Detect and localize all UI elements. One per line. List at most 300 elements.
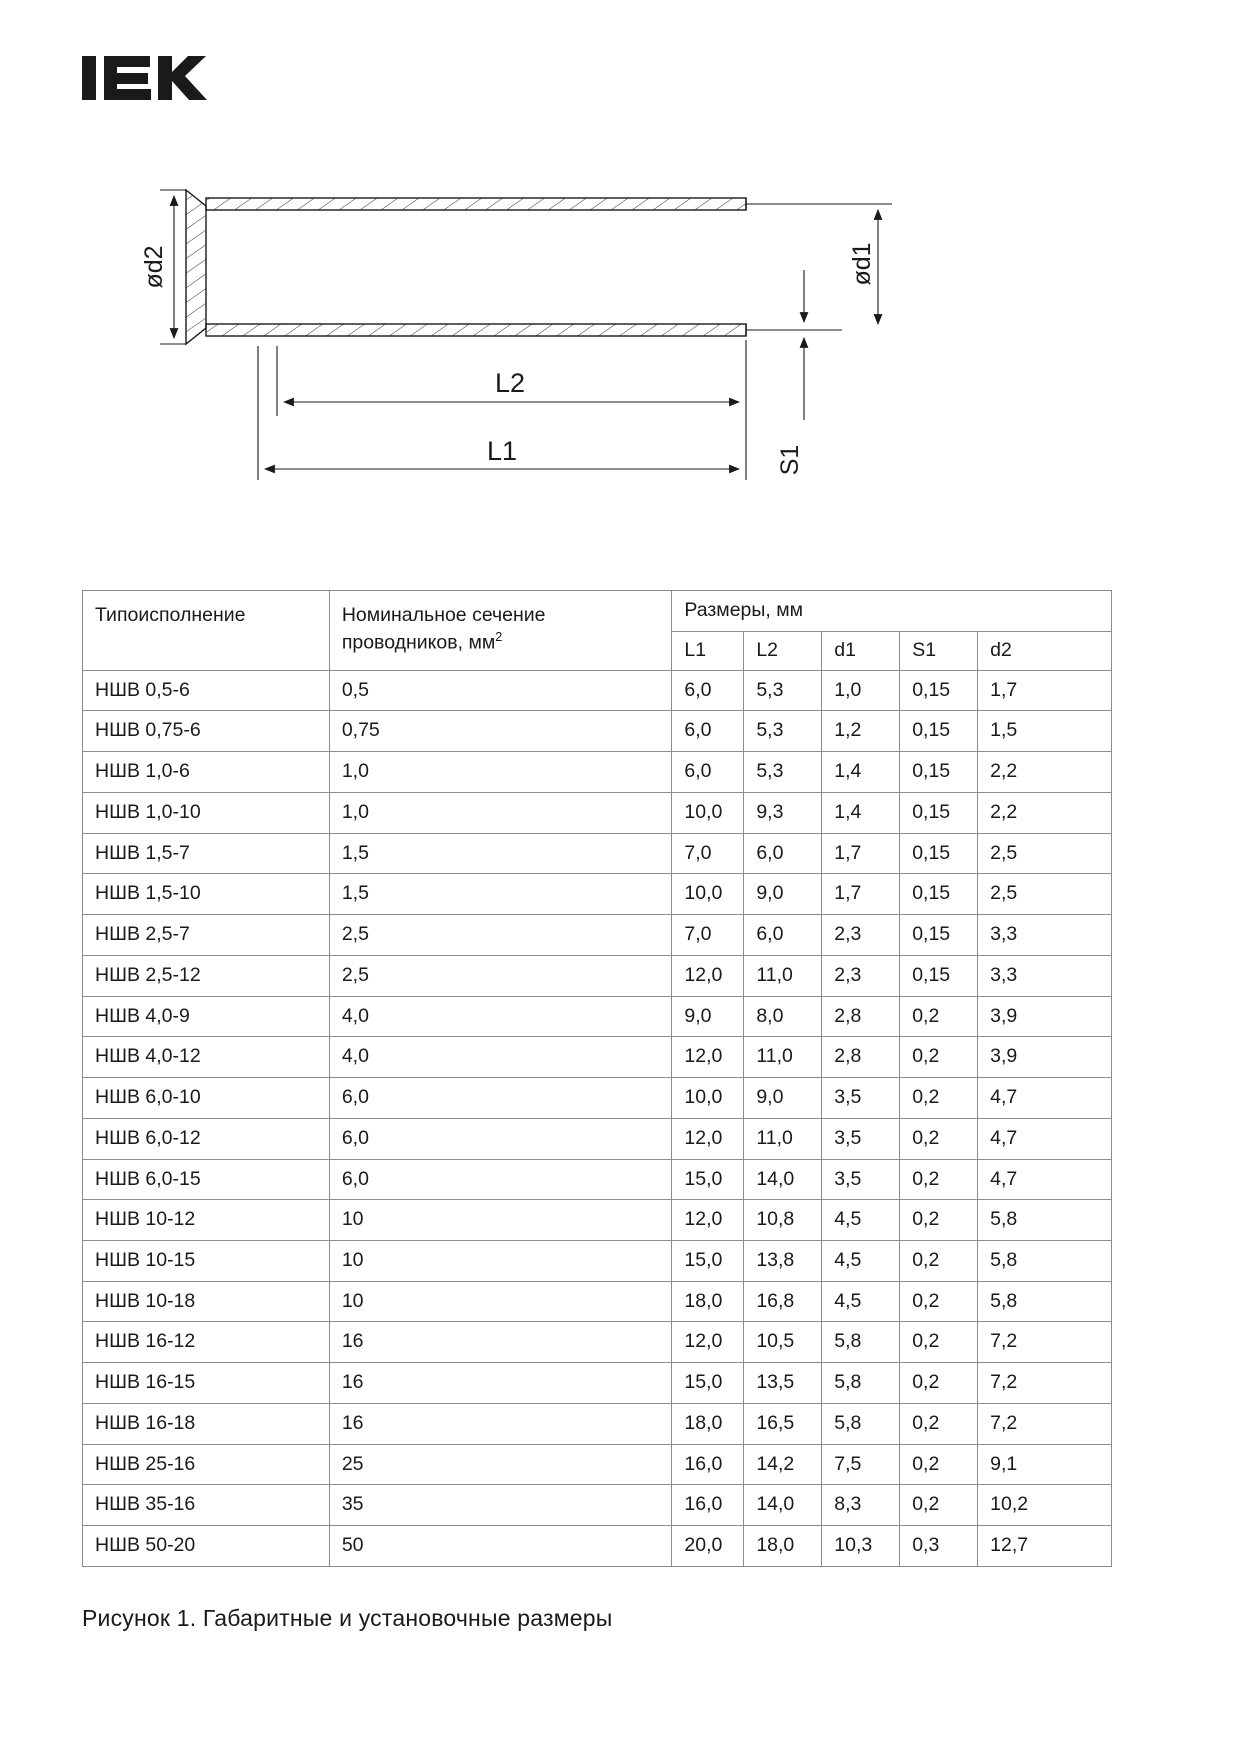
cell-text: 2,5 [990, 882, 1018, 905]
cell-text: 0,2 [912, 1289, 940, 1312]
cell-text: 5,8 [990, 1289, 1018, 1312]
cell-text: 2,5 [341, 923, 369, 946]
cell-text: НШВ 35-16 [95, 1493, 196, 1516]
header-l2: L2 [744, 631, 822, 670]
cell-d2 [978, 1485, 1112, 1526]
cell-text: 1,2 [834, 719, 862, 742]
cell-section [329, 1118, 672, 1159]
cell-d1 [822, 1037, 900, 1078]
cell-d2 [978, 833, 1112, 874]
cell-text: 0,15 [912, 923, 951, 946]
cell-text: НШВ 10-18 [95, 1289, 196, 1312]
cell-text: НШВ 4,0-9 [95, 1004, 190, 1027]
cell-text: 10,0 [684, 1086, 723, 1109]
cell-l1 [672, 1526, 744, 1567]
cell-d2 [978, 955, 1112, 996]
cell-l1 [672, 1241, 744, 1282]
cell-text: 15,0 [684, 1249, 723, 1272]
cell-text: 1,7 [834, 841, 862, 864]
cell-type [83, 1485, 330, 1526]
cell-section [329, 711, 672, 752]
dimensions-table-container [82, 590, 1112, 1567]
cell-s1 [900, 1485, 978, 1526]
header-s1: S1 [900, 631, 978, 670]
cell-d2 [978, 1526, 1112, 1567]
cell-type [83, 955, 330, 996]
cell-text: 11,0 [756, 1045, 793, 1068]
cell-s1 [900, 874, 978, 915]
cell-type [83, 1363, 330, 1404]
header-section-line1: Номинальное сечение [341, 604, 546, 626]
cell-text: 16,5 [756, 1411, 795, 1434]
cell-type [83, 752, 330, 793]
cell-text: 18,0 [756, 1534, 795, 1557]
cell-section [329, 792, 672, 833]
cell-text: НШВ 50-20 [95, 1534, 196, 1557]
header-row-main [83, 591, 1112, 632]
cell-l2 [744, 1241, 822, 1282]
cell-text: 14,0 [756, 1167, 795, 1190]
cell-type [83, 1444, 330, 1485]
cell-text: 0,2 [912, 1493, 940, 1516]
label-s1: S1 [776, 444, 804, 476]
cell-type [83, 1322, 330, 1363]
table-row [83, 670, 1112, 711]
cell-text: 1,7 [990, 678, 1018, 701]
cell-text: 14,0 [756, 1493, 795, 1516]
cell-text: 0,2 [912, 1371, 940, 1394]
cell-s1 [900, 1118, 978, 1159]
cell-text: 6,0 [684, 678, 712, 701]
header-section-sup: 2 [495, 629, 503, 644]
cell-l2 [744, 833, 822, 874]
cell-s1 [900, 670, 978, 711]
label-d2: ød2 [140, 245, 168, 289]
cell-type [83, 711, 330, 752]
cell-text: 12,0 [684, 1126, 723, 1149]
cell-text: НШВ 2,5-7 [95, 923, 190, 946]
cell-text: 16 [341, 1371, 364, 1394]
cell-d2 [978, 915, 1112, 956]
cell-text: 16,8 [756, 1289, 795, 1312]
cell-type [83, 1526, 330, 1567]
cell-text: 35 [341, 1493, 364, 1516]
cell-text: 2,2 [990, 800, 1018, 823]
cell-text: 0,2 [912, 1411, 940, 1434]
cell-l2 [744, 752, 822, 793]
cell-l1 [672, 752, 744, 793]
cell-section [329, 1322, 672, 1363]
cell-text: 6,0 [756, 841, 784, 864]
cell-d1 [822, 955, 900, 996]
cell-text: 7,2 [990, 1330, 1018, 1353]
cell-l2 [744, 1526, 822, 1567]
cell-l1 [672, 996, 744, 1037]
cell-text: 1,4 [834, 760, 862, 783]
cell-l1 [672, 792, 744, 833]
cell-s1 [900, 833, 978, 874]
cell-s1 [900, 1444, 978, 1485]
cell-text: НШВ 25-16 [95, 1452, 196, 1475]
cell-text: НШВ 10-12 [95, 1208, 196, 1231]
cell-section [329, 670, 672, 711]
cell-l2 [744, 874, 822, 915]
cell-text: 1,0 [341, 760, 369, 783]
cell-text: 9,3 [756, 800, 784, 823]
cell-section [329, 1444, 672, 1485]
cell-section [329, 1403, 672, 1444]
cell-s1 [900, 792, 978, 833]
cell-type [83, 915, 330, 956]
cell-text: НШВ 6,0-10 [95, 1086, 201, 1109]
cell-text: 1,0 [341, 800, 369, 823]
cell-text: 16,0 [684, 1493, 723, 1516]
cell-text: 4,0 [341, 1004, 369, 1027]
cell-d2 [978, 1241, 1112, 1282]
cell-text: 0,15 [912, 760, 951, 783]
table-row [83, 1241, 1112, 1282]
cell-d1 [822, 1118, 900, 1159]
cell-d1 [822, 1078, 900, 1119]
label-l1: L1 [486, 436, 518, 466]
cell-l1 [672, 915, 744, 956]
cell-l1 [672, 1118, 744, 1159]
cell-text: 5,8 [834, 1411, 862, 1434]
cell-d2 [978, 670, 1112, 711]
cell-s1 [900, 1200, 978, 1241]
cell-l2 [744, 915, 822, 956]
header-d2: d2 [978, 631, 1112, 670]
cell-text: 11,0 [756, 963, 793, 986]
label-l2: L2 [494, 368, 526, 398]
cell-section [329, 1078, 672, 1119]
table-row [83, 1281, 1112, 1322]
cell-d1 [822, 711, 900, 752]
cell-type [83, 792, 330, 833]
cell-text: 10,0 [684, 800, 723, 823]
cell-text: НШВ 10-15 [95, 1249, 196, 1272]
cell-text: 7,0 [684, 923, 712, 946]
cell-section [329, 1159, 672, 1200]
cell-text: 10 [341, 1208, 364, 1231]
cell-text: 8,3 [834, 1493, 862, 1516]
cell-text: 0,15 [912, 963, 951, 986]
cell-text: 1,7 [834, 882, 862, 905]
cell-text: 14,2 [756, 1452, 795, 1475]
cell-text: 5,8 [834, 1330, 862, 1353]
cell-s1 [900, 1363, 978, 1404]
cell-s1 [900, 955, 978, 996]
cell-text: 3,3 [990, 963, 1018, 986]
cell-text: 10,0 [684, 882, 723, 905]
cell-text: 2,2 [990, 760, 1018, 783]
cell-text: НШВ 16-18 [95, 1411, 196, 1434]
cell-text: НШВ 2,5-12 [95, 963, 201, 986]
cell-text: 9,1 [990, 1452, 1018, 1475]
cell-text: 15,0 [684, 1167, 723, 1190]
cell-text: 5,8 [990, 1249, 1018, 1272]
cell-l2 [744, 711, 822, 752]
cell-text: 10,8 [756, 1208, 795, 1231]
cell-text: 3,9 [990, 1004, 1018, 1027]
cell-d2 [978, 1281, 1112, 1322]
cell-text: 13,5 [756, 1371, 795, 1394]
cell-section [329, 1241, 672, 1282]
cell-s1 [900, 915, 978, 956]
cell-text: 4,7 [990, 1126, 1018, 1149]
cell-d2 [978, 752, 1112, 793]
cell-l2 [744, 792, 822, 833]
cell-l2 [744, 1118, 822, 1159]
cell-text: 0,2 [912, 1126, 940, 1149]
cell-text: 1,5 [341, 841, 369, 864]
cell-text: НШВ 6,0-12 [95, 1126, 201, 1149]
cell-l1 [672, 1363, 744, 1404]
cell-text: 12,0 [684, 963, 723, 986]
cell-type [83, 833, 330, 874]
cell-l2 [744, 955, 822, 996]
table-row [83, 1444, 1112, 1485]
cell-type [83, 1159, 330, 1200]
cell-l1 [672, 1322, 744, 1363]
cell-text: 4,0 [341, 1045, 369, 1068]
cell-text: 6,0 [684, 760, 712, 783]
cell-s1 [900, 1322, 978, 1363]
table-row [83, 1037, 1112, 1078]
cell-text: 0,5 [341, 678, 369, 701]
cell-text: 3,5 [834, 1126, 862, 1149]
cell-text: 6,0 [756, 923, 784, 946]
cell-text: 9,0 [756, 882, 784, 905]
cell-section [329, 1281, 672, 1322]
cell-text: 12,0 [684, 1045, 723, 1068]
cell-text: НШВ 16-12 [95, 1330, 196, 1353]
header-l1: L1 [672, 631, 744, 670]
cell-text: 7,2 [990, 1411, 1018, 1434]
cell-text: 2,5 [341, 963, 369, 986]
cell-d2 [978, 996, 1112, 1037]
cell-l2 [744, 1200, 822, 1241]
cell-d2 [978, 1200, 1112, 1241]
cell-d2 [978, 1363, 1112, 1404]
cell-s1 [900, 1526, 978, 1567]
cell-text: НШВ 4,0-12 [95, 1045, 201, 1068]
product-dimension-drawing [82, 170, 1082, 520]
cell-text: 6,0 [341, 1126, 369, 1149]
cell-text: 5,3 [756, 760, 784, 783]
cell-l2 [744, 996, 822, 1037]
cell-l2 [744, 1159, 822, 1200]
table-row [83, 1322, 1112, 1363]
cell-text: 16,0 [684, 1452, 723, 1475]
cell-text: 0,15 [912, 678, 951, 701]
cell-text: 12,0 [684, 1330, 723, 1353]
cell-d1 [822, 915, 900, 956]
cell-text: 3,3 [990, 923, 1018, 946]
cell-section [329, 915, 672, 956]
header-d1: d1 [822, 631, 900, 670]
cell-text: 4,5 [834, 1289, 862, 1312]
cell-text: 9,0 [756, 1086, 784, 1109]
cell-s1 [900, 752, 978, 793]
cell-section [329, 1037, 672, 1078]
cell-type [83, 1241, 330, 1282]
cell-text: 7,5 [834, 1452, 862, 1475]
table-row [83, 1403, 1112, 1444]
cell-text: 0,3 [912, 1534, 940, 1557]
cell-text: 0,2 [912, 1208, 940, 1231]
cell-l1 [672, 711, 744, 752]
cell-type [83, 670, 330, 711]
table-row [83, 915, 1112, 956]
cell-text: 3,5 [834, 1086, 862, 1109]
cell-text: 10,5 [756, 1330, 795, 1353]
cell-type [83, 1037, 330, 1078]
cell-l2 [744, 670, 822, 711]
cell-text: 5,3 [756, 678, 784, 701]
cell-text: 2,3 [834, 963, 862, 986]
cell-s1 [900, 1241, 978, 1282]
cell-d1 [822, 1363, 900, 1404]
cell-d1 [822, 1444, 900, 1485]
cell-text: 6,0 [341, 1086, 369, 1109]
cell-text: 1,5 [341, 882, 369, 905]
cell-text: 16 [341, 1411, 364, 1434]
cell-type [83, 1403, 330, 1444]
cell-d1 [822, 1485, 900, 1526]
cell-text: 4,7 [990, 1086, 1018, 1109]
cell-d1 [822, 1241, 900, 1282]
cell-text: 15,0 [684, 1371, 723, 1394]
cell-d1 [822, 1322, 900, 1363]
table-row [83, 874, 1112, 915]
header-sizes: Размеры, мм [672, 591, 1112, 632]
cell-text: 50 [341, 1534, 364, 1557]
table-row [83, 1078, 1112, 1119]
header-type: Типоисполнение [83, 591, 330, 671]
cell-l1 [672, 874, 744, 915]
cell-text: НШВ 1,5-7 [95, 841, 190, 864]
cell-d2 [978, 1444, 1112, 1485]
cell-text: 0,15 [912, 841, 951, 864]
cell-text: 0,15 [912, 719, 951, 742]
cell-d1 [822, 1159, 900, 1200]
cell-section [329, 874, 672, 915]
cell-l2 [744, 1485, 822, 1526]
cell-d2 [978, 1159, 1112, 1200]
cell-d2 [978, 1078, 1112, 1119]
cell-section [329, 1485, 672, 1526]
cell-text: НШВ 16-15 [95, 1371, 196, 1394]
cell-type [83, 1200, 330, 1241]
cell-d1 [822, 792, 900, 833]
cell-text: 5,8 [990, 1208, 1018, 1231]
table-row [83, 1200, 1112, 1241]
cell-text: 12,7 [990, 1534, 1029, 1557]
cell-text: 0,2 [912, 1167, 940, 1190]
cell-text: 5,8 [834, 1371, 862, 1394]
cell-s1 [900, 1078, 978, 1119]
table-row [83, 1485, 1112, 1526]
cell-type [83, 1078, 330, 1119]
cell-l1 [672, 1403, 744, 1444]
table-row [83, 833, 1112, 874]
cell-text: 3,5 [834, 1167, 862, 1190]
cell-text: 2,5 [990, 841, 1018, 864]
cell-s1 [900, 1403, 978, 1444]
cell-text: 1,5 [990, 719, 1018, 742]
cell-s1 [900, 711, 978, 752]
cell-text: 20,0 [684, 1534, 723, 1557]
cell-text: 10,2 [990, 1493, 1029, 1516]
cell-l2 [744, 1078, 822, 1119]
cell-text: НШВ 6,0-15 [95, 1167, 201, 1190]
cell-section [329, 752, 672, 793]
cell-text: 3,9 [990, 1045, 1018, 1068]
cell-text: 25 [341, 1452, 364, 1475]
cell-d2 [978, 1037, 1112, 1078]
cell-text: 16 [341, 1330, 364, 1353]
cell-l1 [672, 1037, 744, 1078]
cell-text: 4,7 [990, 1167, 1018, 1190]
cell-type [83, 874, 330, 915]
cell-text: НШВ 1,0-10 [95, 800, 201, 823]
cell-text: НШВ 0,75-6 [95, 719, 201, 742]
cell-text: 12,0 [684, 1208, 723, 1231]
iek-logo [82, 52, 222, 106]
cell-text: 4,5 [834, 1249, 862, 1272]
cell-l1 [672, 1485, 744, 1526]
table-row [83, 1159, 1112, 1200]
cell-s1 [900, 1037, 978, 1078]
cell-d2 [978, 874, 1112, 915]
cell-text: 1,0 [834, 678, 862, 701]
cell-type [83, 1118, 330, 1159]
header-section [329, 591, 672, 671]
table-body [83, 670, 1112, 1566]
cell-d2 [978, 1322, 1112, 1363]
cell-text: 0,2 [912, 1045, 940, 1068]
label-d1: ød1 [848, 242, 876, 286]
cell-text: 0,2 [912, 1330, 940, 1353]
dimensions-table [82, 590, 1112, 1567]
cell-l1 [672, 1078, 744, 1119]
cell-l1 [672, 1281, 744, 1322]
cell-text: НШВ 0,5-6 [95, 678, 190, 701]
cell-text: 18,0 [684, 1289, 723, 1312]
cell-text: 11,0 [756, 1126, 793, 1149]
cell-text: 0,15 [912, 800, 951, 823]
cell-l2 [744, 1322, 822, 1363]
cell-text: 0,2 [912, 1004, 940, 1027]
table-row [83, 752, 1112, 793]
header-section-line2: проводников, мм [341, 631, 496, 654]
cell-text: 9,0 [684, 1004, 712, 1027]
table-row [83, 1118, 1112, 1159]
cell-d2 [978, 1118, 1112, 1159]
cell-section [329, 996, 672, 1037]
cell-l1 [672, 1200, 744, 1241]
cell-d2 [978, 1403, 1112, 1444]
cell-section [329, 1363, 672, 1404]
cell-type [83, 1281, 330, 1322]
cell-text: НШВ 1,0-6 [95, 760, 190, 783]
cell-l2 [744, 1363, 822, 1404]
cell-text: 0,2 [912, 1452, 940, 1475]
cell-type [83, 996, 330, 1037]
cell-text: 2,8 [834, 1004, 862, 1027]
cell-d1 [822, 752, 900, 793]
